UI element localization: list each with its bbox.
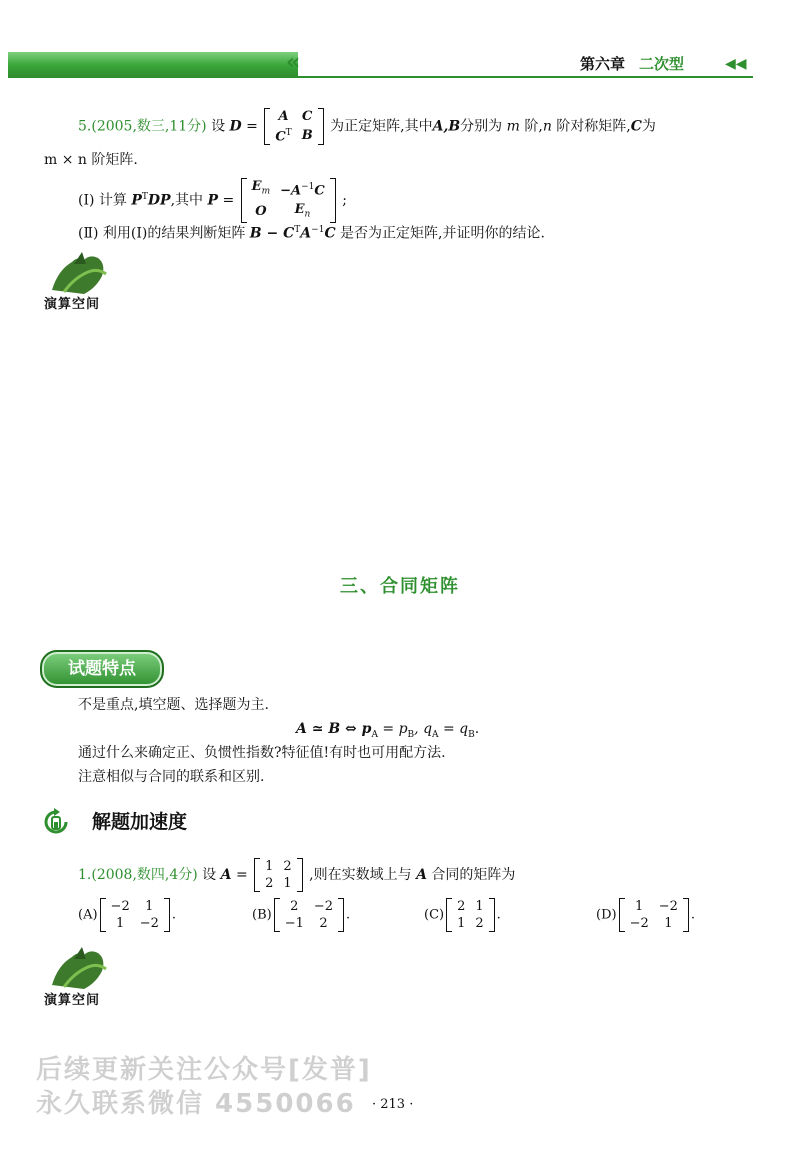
symbol-ab: A,B: [432, 118, 461, 135]
option-a[interactable]: (A) −2 1 1 −2 .: [78, 899, 177, 931]
option-matrix: [619, 898, 689, 932]
matrix-cell: C: [314, 183, 325, 199]
problem5-line2: m × n 阶矩阵.: [44, 152, 138, 168]
matrix-cell: 2: [290, 899, 299, 914]
matrix-cell: A: [278, 109, 289, 124]
subscript: n: [304, 209, 311, 220]
header-arrows-icon: ◀◀: [725, 56, 747, 72]
matrix-cell: 2: [475, 916, 484, 931]
subscript: B: [407, 729, 415, 740]
watermark-line2: 永久联系微信 4550066: [36, 1089, 356, 1119]
matrix-d: [264, 108, 323, 145]
matrix-cell: 1: [635, 899, 644, 914]
features-badge: 试题特点: [40, 650, 164, 688]
formula-text: , q: [414, 721, 433, 737]
features-line3: 注意相似与合同的联系和区别.: [78, 769, 265, 785]
part-ii-text: 是否为正定矩阵,并证明你的结论.: [340, 225, 545, 242]
problem5-part-ii: [78, 220, 545, 244]
option-matrix: [274, 898, 344, 932]
matrix-cell: −2: [313, 899, 334, 914]
problem5-statement: [78, 108, 656, 145]
matrix-cell: −2: [139, 916, 159, 931]
running-header: [580, 54, 684, 74]
option-b[interactable]: (B) 2 −2 −1 2 .: [252, 899, 351, 931]
symbol-p: P: [131, 192, 142, 209]
superscript: T: [285, 128, 292, 138]
part-i-text: ,其中: [170, 192, 204, 209]
matrix-cell: −2: [629, 916, 649, 931]
matrix-cell: B: [301, 127, 313, 143]
matrix-cell: 1: [115, 916, 125, 931]
matrix-cell: 1: [283, 876, 292, 891]
problem1-statement: [78, 858, 515, 892]
matrix-p: [241, 178, 336, 223]
expr: C: [324, 225, 336, 242]
problem5-text: 分别为: [460, 118, 503, 135]
matrix-cell: −2: [658, 899, 678, 914]
equals-sign: =: [222, 192, 235, 209]
page-number: · 213 ·: [372, 1097, 414, 1112]
equals-sign: =: [235, 867, 248, 883]
matrix-cell: 1: [457, 916, 466, 931]
chapter-label: 第六章: [580, 55, 626, 73]
symbol-a: A: [220, 867, 232, 883]
matrix-cell: 1: [664, 916, 673, 931]
section-title: 三、合同矩阵: [340, 576, 460, 597]
problem1-text: 合同的矩阵为: [431, 867, 516, 883]
option-label: (C): [424, 907, 445, 923]
subscript: B: [468, 729, 475, 740]
part-i-end: ;: [342, 192, 347, 209]
problem5-text: 阶,: [524, 118, 543, 135]
speed-refresh-icon: [40, 806, 72, 838]
matrix-cell: E: [294, 201, 305, 217]
symbol-d: D: [229, 118, 242, 135]
matrix-cell: O: [255, 204, 267, 220]
symbol-a: A: [416, 867, 427, 883]
problem1-text: ,则在实数域上与: [309, 867, 412, 883]
option-label: (D): [596, 907, 617, 923]
features-formula: [296, 719, 479, 745]
matrix-cell: C: [302, 109, 313, 124]
features-line1: 不是重点,填空题、选择题为主.: [78, 697, 269, 713]
problem1-source: 1.(2008,数四,4分): [78, 867, 198, 883]
matrix-cell: C: [275, 129, 286, 145]
symbol-dp: DP: [147, 192, 171, 209]
problem5-text: 为正定矩阵,其中: [330, 118, 433, 135]
option-d[interactable]: (D) 1 −2 −2 1 .: [596, 899, 696, 931]
chapter-topic: 二次型: [639, 55, 685, 73]
equals-sign: =: [246, 118, 258, 135]
formula-text: .: [474, 721, 480, 737]
matrix-cell: 1: [265, 859, 274, 874]
formula-text: = q: [438, 721, 469, 737]
matrix-cell: −A: [280, 183, 302, 199]
expr: B − C: [249, 225, 295, 242]
watermark-line1: 后续更新关注公众号[发普]: [36, 1055, 372, 1085]
matrix-cell: 2: [283, 859, 292, 874]
problem5-text: 为: [641, 118, 656, 135]
symbol-c: C: [630, 118, 642, 135]
symbol-m: m: [506, 118, 520, 135]
option-c[interactable]: (C) 2 1 1 2 .: [424, 899, 501, 931]
part-ii-text: (Ⅱ) 利用(Ⅰ)的结果判断矩阵: [78, 225, 246, 242]
symbol-n: n: [542, 118, 552, 135]
problem1-text: 设: [202, 867, 217, 883]
matrix-a: [254, 858, 303, 892]
workspace-logo-label: 演算空间: [44, 297, 101, 312]
superscript: −1: [311, 225, 325, 235]
expr: A: [300, 225, 312, 242]
matrix-cell: E: [251, 179, 262, 194]
workspace-logo-label: 演算空间: [44, 993, 101, 1008]
problem5-text: 阶对称矩阵,: [556, 118, 631, 135]
formula-text: A ≃ B ⇔ p: [296, 721, 372, 737]
header-chevron-icon: «: [286, 50, 295, 75]
subscript: A: [371, 729, 378, 740]
problem5-source: 5.(2005,数三,11分): [78, 118, 207, 135]
subscript: m: [261, 186, 271, 197]
matrix-cell: 2: [319, 916, 328, 931]
subscript: A: [432, 729, 439, 740]
option-label: (A): [78, 907, 98, 923]
matrix-cell: 2: [457, 899, 466, 914]
matrix-cell: 1: [145, 899, 154, 914]
header-rule: [8, 76, 753, 78]
option-matrix: [100, 898, 170, 932]
part-i-label: (Ⅰ) 计算: [78, 192, 127, 209]
features-line2: 通过什么来确定正、负惯性指数?特征值!有时也可用配方法.: [78, 745, 446, 761]
superscript: −1: [301, 182, 315, 193]
matrix-cell: 2: [265, 876, 274, 891]
matrix-cell: −1: [284, 916, 304, 931]
problem5-text: 设: [211, 118, 226, 135]
option-matrix: [446, 898, 495, 932]
problem5-part-i: [78, 178, 347, 223]
superscript: T: [141, 191, 148, 202]
formula-text: = p: [377, 721, 408, 737]
option-label: (B): [252, 907, 272, 923]
superscript: T: [294, 225, 301, 235]
matrix-cell: 1: [475, 899, 484, 914]
symbol-p: P: [207, 192, 219, 209]
matrix-cell: −2: [110, 899, 130, 914]
header-band: [8, 52, 298, 77]
speed-title: 解题加速度: [92, 811, 188, 833]
